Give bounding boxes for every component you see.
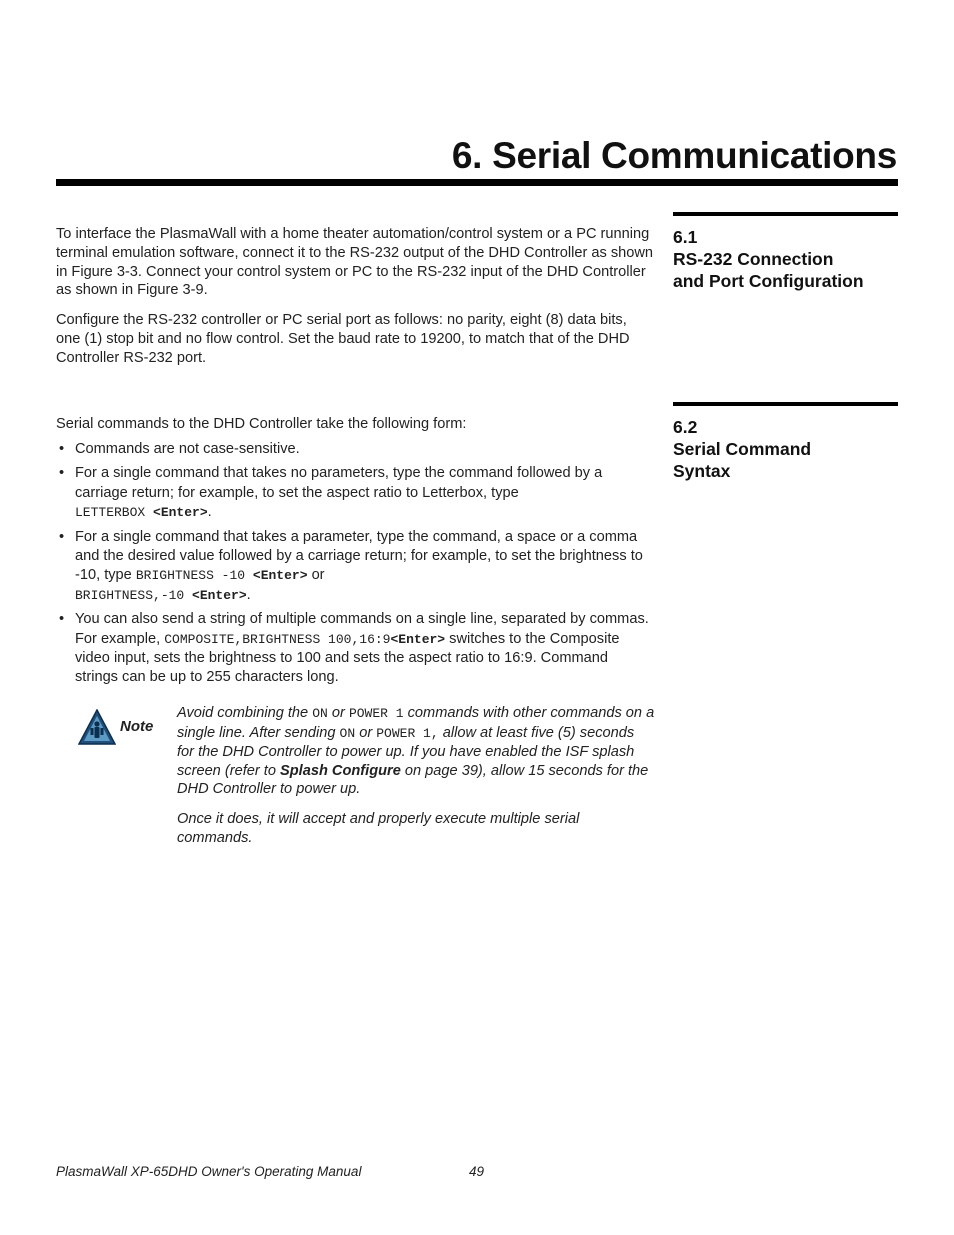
note-paragraph: Avoid combining the ON or POWER 1 commands with other commands on a single line. After sending ON or POWER 1, allow at least five (5) seconds for the DHD Controller to power up. If you have enabled the ISF splash screen (refer to Splash Configure on page 39), allow 15 seconds for the DHD Controller to power up. (177, 705, 655, 798)
command-code: LETTERBOX <Enter> (75, 505, 208, 521)
footer-manual-title: PlasmaWall XP-65DHD Owner's Operating Manual (56, 1164, 362, 1179)
list-item: • For a single command that takes a parameter, type the command, a space or a comma and the desired value followed by a carriage return; for example, to set the brightness to -10, type BRIGHTNESS -10 <Enter> or BRIGHTNESS,-10 <Enter>. (56, 528, 654, 606)
footer-page-number: 49 (469, 1164, 485, 1179)
section-number: 6.1 (673, 227, 698, 247)
note-paragraph: Once it does, it will accept and properly execute multiple serial commands. (177, 811, 580, 846)
section-heading-6-2 (673, 402, 898, 482)
section-title-line: RS-232 Connection (673, 249, 834, 269)
section-title-line: Serial Command (673, 439, 812, 459)
command-code: COMPOSITE,BRIGHTNESS 100,16:9<Enter> (164, 631, 446, 647)
section-title-line: Syntax (673, 461, 731, 481)
paragraph-port-config: Configure the RS-232 controller or PC serial port as follows: no parity, eight (8) data bits, one (1) stop bit and no flow control. Set the baud rate to 19200, to match that of the DHD Controller RS-232 port. (56, 312, 630, 366)
command-code: BRIGHTNESS,-10 <Enter> (75, 587, 247, 603)
list-item: • For a single command that takes no parameters, type the command followed by a carriage return; for example, to set the aspect ratio to Letterbox, type LETTERBOX <Enter>. (56, 464, 654, 522)
list-item: • You can also send a string of multiple commands on a single line, separated by commas. For example, COMPOSITE,BRIGHTNESS 100,16:9<Enter> switches to the Composite video input, sets the brightness to 100 and sets the aspect ratio to 16:9. Command strings can be up to 255 characters long. (56, 610, 654, 688)
syntax-bullet-list (56, 440, 654, 693)
command-code: BRIGHTNESS -10 <Enter> (135, 568, 308, 584)
section-number: 6.2 (673, 417, 698, 437)
list-item: • Commands are not case-sensitive. (56, 440, 654, 459)
section-title-line: and Port Configuration (673, 271, 864, 291)
note-icon (78, 709, 116, 745)
note-label: Note (120, 718, 154, 735)
splash-configure-reference: Splash Configure (280, 762, 401, 779)
chapter-title: 6. Serial Communications (451, 135, 897, 176)
paragraph-interface: To interface the PlasmaWall with a home theater automation/control system or a PC running terminal emulation software, connect it to the RS-232 output of the DHD Controller as shown in Figure 3-3. Connect your control system or PC to the RS-232 input of the DHD Controller as shown in Figure 3-9. (56, 226, 654, 299)
chapter-rule (56, 179, 898, 186)
section-heading-6-1 (673, 212, 898, 292)
paragraph-syntax-intro: Serial commands to the DHD Controller take the following form: (56, 416, 467, 432)
